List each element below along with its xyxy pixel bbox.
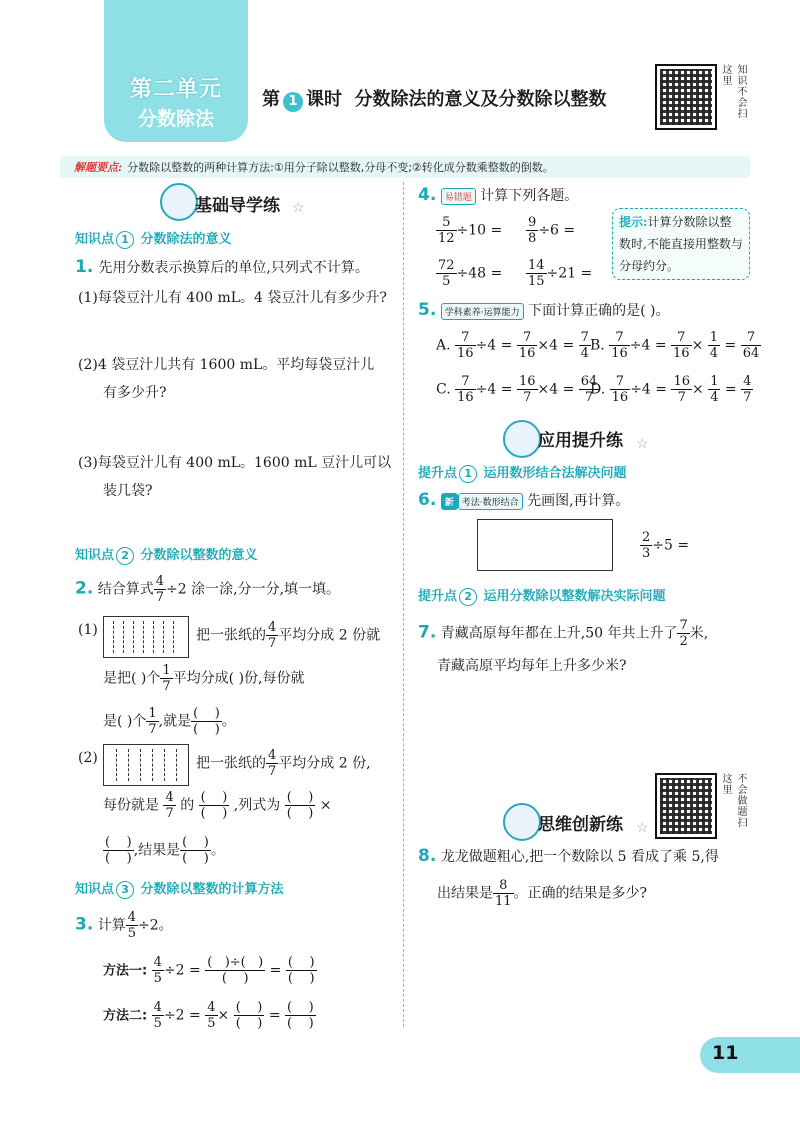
qr-mid-caption: 不会做题扫这里 (720, 773, 746, 828)
q3-method-2: 方法二: $\frac{4}{5}$ ÷2 = $\frac{4}{5}$ × $\frac{( )}{( )}$ = $\frac{( )}{( )}$ (103, 1000, 314, 1031)
lesson-title: 第 1 课时 分数除法的意义及分数除以整数 (262, 89, 607, 110)
unit-title: 分数除法 (137, 108, 214, 130)
page-number-tab (700, 1037, 800, 1073)
q1-part-c-line1: (3)每袋豆汁儿有 400 mL。1600 mL 豆汁儿可以 (78, 455, 392, 471)
tips-bar: 解题要点: 分数除以整数的两种计算方法:①用分子除以整数,分母不变;②转化成分数乘整数的倒数。 (60, 156, 750, 178)
column-divider (403, 182, 404, 1027)
q4-item-4: $\frac{14}{15}$ ÷21 = (528, 258, 593, 289)
q5-option-a[interactable]: A. $\frac{7}{16}$ ÷4 = $\frac{7}{16}$ ×4 = $\frac{7}{4}$ (436, 330, 589, 361)
question-6: 6. 新 考法·数形结合 先画图,再计算。 (418, 490, 630, 510)
q4-item-1: $\frac{5}{12}$ ÷10 = (438, 215, 503, 246)
q2-part1-line1: 把一张纸的 $\frac{4}{7}$ 平均分成 2 份就 (196, 620, 381, 651)
q2-part2-line3: $\frac{( )}{( )}$ ,结果是 $\frac{( )}{( )}$ 。 (105, 835, 225, 866)
knowledge-point-3: 知识点 3 分数除以整数的计算方法 (75, 882, 284, 897)
question-3: 3. 计算 $\frac{4}{5}$ ÷2。 (75, 910, 173, 941)
tips-text: 分数除以整数的两种计算方法:①用分子除以整数,分母不变;②转化成分数乘整数的倒数。 (127, 161, 554, 174)
question-5: 5. 学科素养·运算能力 下面计算正确的是( )。 (418, 300, 670, 320)
q1-part-a: (1)每袋豆汁儿有 400 mL。4 袋豆汁儿有多少升? (78, 290, 387, 306)
knowledge-point-2: 知识点 2 分数除以整数的意义 (75, 548, 258, 563)
question-2: 2. 结合算式 $\frac{4}{7}$ ÷2 涂一涂,分一分,填一填。 (75, 574, 341, 605)
improvement-point-1: 提升点 1 运用数形结合法解决问题 (418, 466, 627, 481)
lesson-number: 1 (283, 92, 303, 112)
unit-tab (104, 0, 248, 142)
q4-item-3: $\frac{72}{5}$ ÷48 = (438, 258, 503, 289)
q1-part-c-line2: 装几袋? (103, 483, 153, 499)
question-7: 7. 青藏高原每年都在上升,50 年共上升了 $\frac{7}{2}$ 米, (418, 618, 709, 649)
star-icon: ☆ (636, 820, 649, 836)
q5-option-c[interactable]: C. $\frac{7}{16}$ ÷4 = $\frac{16}{7}$ ×4 = $\frac{64}{7}$ (436, 374, 598, 405)
unit-number: 第二单元 (129, 77, 222, 102)
knowledge-point-1: 知识点 1 分数除法的意义 (75, 232, 232, 247)
q2-part2-label: (2) (78, 750, 98, 766)
q1-part-b-line1: (2)4 袋豆汁儿共有 1600 mL。平均每袋豆汁儿 (78, 357, 375, 373)
q2-part2-line2: 每份就是 $\frac{4}{7}$ 的 $\frac{( )}{( )}$ ,列式为 $\frac{( )}{( )}$ × (103, 790, 332, 821)
mascot-icon (503, 803, 541, 841)
question-4: 4. 易错题 计算下列各题。 (418, 185, 579, 205)
q2-part1-line3: 是( )个 $\frac{1}{7}$ ,就是 $\frac{( )}{( )}$ 。 (103, 706, 236, 737)
q4-tip-box: 提示:计算分数除以整数时,不能直接用整数与分母约分。 (612, 208, 750, 280)
mascot-icon (160, 183, 198, 221)
section-apply-title: 应用提升练 (538, 431, 623, 451)
drawing-box[interactable] (477, 519, 613, 571)
section-basic-title: 基础导学练 (195, 196, 280, 216)
q7-line2: 青藏高原平均每年上升多少米? (437, 658, 627, 674)
star-icon: ☆ (292, 200, 305, 216)
question-1: 1. 先用分数表示换算后的单位,只列式不计算。 (75, 257, 369, 277)
q3-method-1: 方法一: $\frac{4}{5}$ ÷2 = $\frac{( )\div( )}{( )}$ = $\frac{( )}{( )}$ (103, 955, 315, 986)
q2-part2-line1: 把一张纸的 $\frac{4}{7}$ 平均分成 2 份, (196, 748, 371, 779)
q1-part-b-line2: 有多少升? (103, 385, 167, 401)
q2-part1-line2: 是把( )个 $\frac{1}{7}$ 平均分成( )份,每份就 (103, 663, 305, 694)
improvement-point-2: 提升点 2 运用分数除以整数解决实际问题 (418, 589, 666, 604)
q4-item-2: $\frac{9}{8}$ ÷6 = (528, 215, 576, 246)
star-icon: ☆ (636, 436, 649, 452)
mascot-icon (503, 420, 541, 458)
page-number: 11 (712, 1042, 739, 1064)
q6-expression: $\frac{2}{3}$ ÷5 = (642, 530, 690, 561)
question-8: 8. 龙龙做题粗心,把一个数除以 5 看成了乘 5,得 (418, 846, 719, 866)
qr-code-middle[interactable] (655, 773, 717, 839)
q8-line2: 出结果是 $\frac{8}{11}$ 。正确的结果是多少? (437, 878, 648, 909)
q2-part1-label: (1) (78, 622, 98, 638)
qr-code-top[interactable] (655, 64, 717, 130)
qr-top-caption: 知识不会扫这里 (720, 64, 746, 119)
paper-diagram-2[interactable] (103, 744, 189, 786)
q5-option-d[interactable]: D. $\frac{7}{16}$ ÷4 = $\frac{16}{7}$ × $\frac{1}{4}$ = $\frac{4}{7}$ (590, 374, 752, 405)
paper-diagram-1[interactable] (103, 616, 189, 658)
section-think-title: 思维创新练 (538, 815, 623, 835)
q5-option-b[interactable]: B. $\frac{7}{16}$ ÷4 = $\frac{7}{16}$ × $\frac{1}{4}$ = $\frac{7}{64}$ (590, 330, 760, 361)
